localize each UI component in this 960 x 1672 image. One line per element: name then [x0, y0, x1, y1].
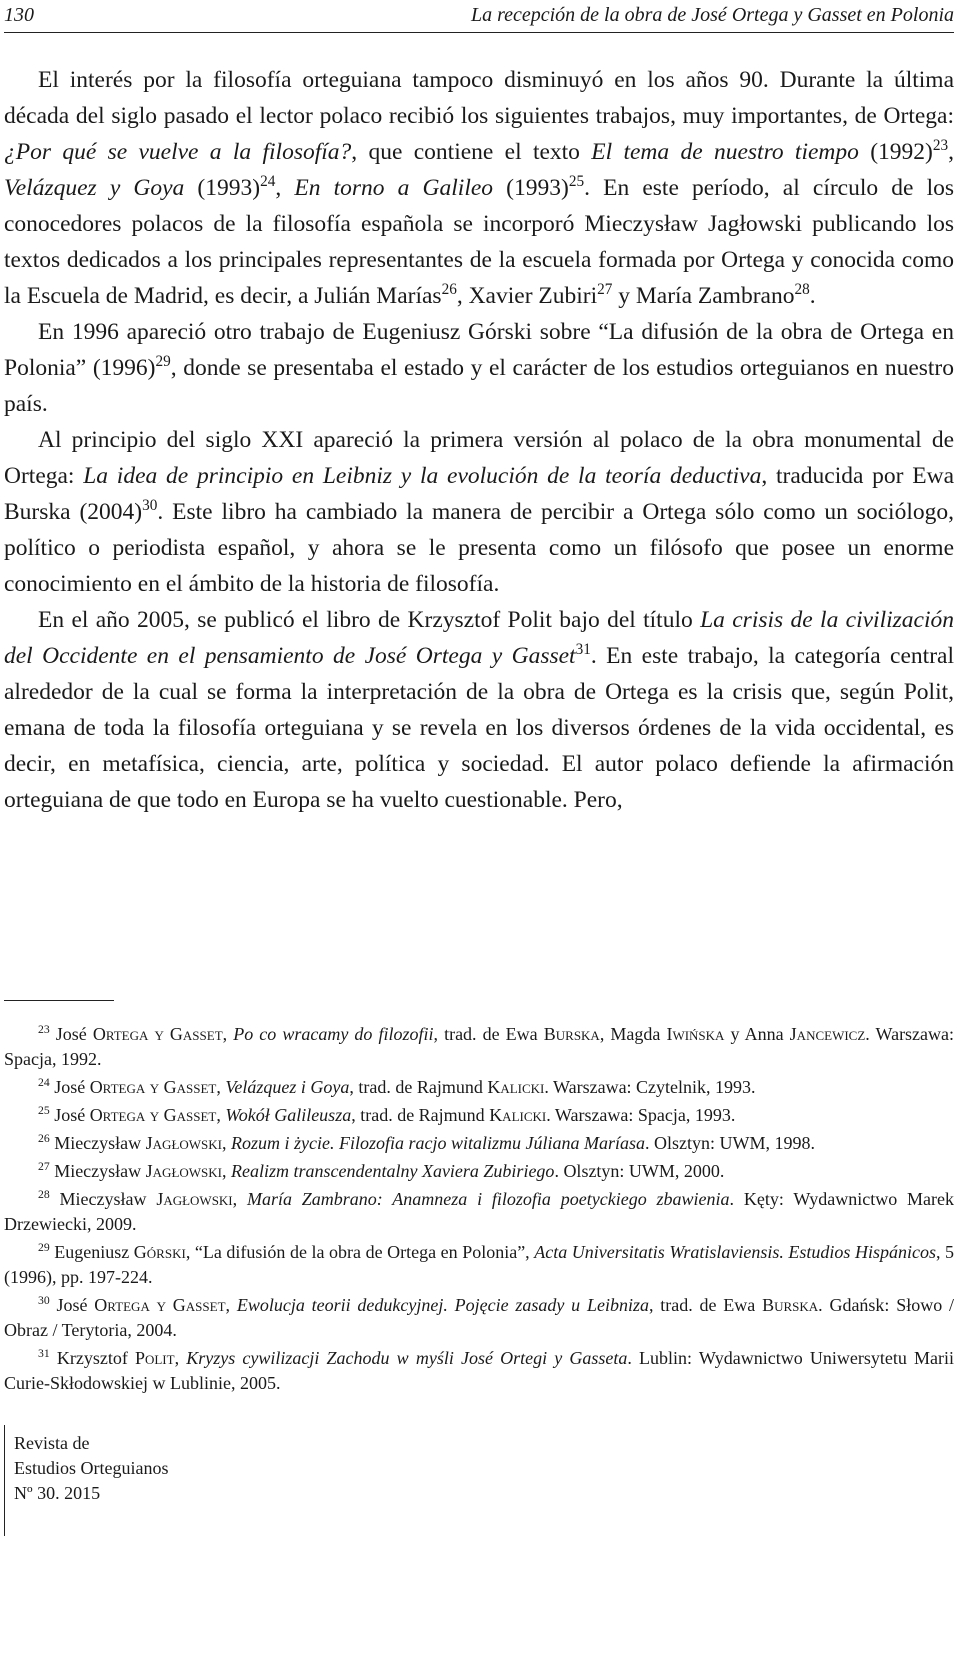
author-name: Polit — [134, 1348, 175, 1368]
text-run: , que contiene el texto — [351, 139, 592, 165]
author-name: Jagłowski — [145, 1161, 222, 1181]
journal-issue: Nº 30. 2015 — [14, 1483, 101, 1503]
text-run: Eugeniusz — [54, 1242, 134, 1262]
title-italic: En torno a Galileo — [294, 175, 494, 201]
text-run: . — [809, 283, 816, 309]
text-run: Mieczysław — [54, 1161, 146, 1181]
text-run: José — [55, 1024, 93, 1044]
running-title: La recepción de la obra de José Ortega y Gasset en Polonia — [470, 4, 954, 26]
text-run: y Anna — [724, 1024, 790, 1044]
footnote-ref[interactable]: 27 — [597, 281, 613, 299]
footnote — [4, 1075, 954, 1100]
text-run: , Magda — [599, 1024, 667, 1044]
author-name: Ortega y Gasset — [94, 1295, 226, 1315]
work-title: Acta Universitatis Wratislaviensis. Estudios Hispánicos — [534, 1242, 936, 1262]
paragraph-1 — [4, 62, 954, 314]
text-run: (1993) — [493, 175, 569, 201]
footnote-ref[interactable]: 28 — [794, 281, 810, 299]
work-title: Wokół Galileusza — [225, 1105, 352, 1125]
title-italic: La idea de principio en Leibniz y la evolución de la teoría deductiva — [83, 463, 762, 489]
text-run: José — [54, 1077, 90, 1097]
text-run: , — [216, 1105, 226, 1125]
text-run: , — [225, 1295, 237, 1315]
footnote-number: 31 — [38, 1347, 50, 1360]
footnote-number: 28 — [38, 1188, 50, 1201]
translator-name: Kalicki — [487, 1077, 545, 1097]
text-run: . En este período, al círculo de los conocedores polacos de la filosofía española se incorporó Mieczysław Jagłowski publicando los textos dedicados a los principales representantes de la escuela formada por Ortega y conocida como la Escuela de Madrid, es decir, a Julián Marías — [4, 175, 955, 309]
paragraph-2 — [4, 314, 954, 422]
paragraph-3 — [4, 422, 954, 602]
text-run: , trad. de Ewa — [433, 1024, 544, 1044]
title-italic: La crisis de la civilización del Occidente en el pensamiento de José Ortega y Gasset — [4, 607, 954, 669]
author-name: Ortega y Gasset — [92, 1024, 223, 1044]
text-run: , Xavier Zubiri — [456, 283, 598, 309]
footnote-number: 30 — [38, 1294, 50, 1307]
text-run: , trad. de Rajmund — [351, 1105, 490, 1125]
text-run: , donde se presentaba el estado y el carácter de los estudios orteguianos en nuestro país. — [4, 355, 954, 417]
author-name: Ortega y Gasset — [89, 1077, 217, 1097]
text-run: . Lublin: Wydawnictwo Uniwersytetu Marii Curie-Skłodowskiej w Lublinie, 2005. — [4, 1348, 955, 1393]
text-run: . Olsztyn: UWM, 1998. — [644, 1133, 815, 1153]
work-title: Rozum i życie. Filozofia racjo witalizmu Júliana Maríasa — [230, 1133, 645, 1153]
text-run: , — [275, 175, 295, 201]
title-italic: Velázquez y Goya — [4, 175, 185, 201]
text-run: Al principio del siglo XXI apareció la primera versión al polaco de la obra monumental de Ortega: — [4, 427, 954, 489]
text-run: Mieczysław — [59, 1189, 157, 1209]
footnote-number: 29 — [38, 1241, 50, 1254]
text-run: (1992) — [858, 139, 933, 165]
text-run: Krzysztof — [56, 1348, 135, 1368]
text-run: , trad. de Rajmund — [349, 1077, 488, 1097]
footnote — [4, 1103, 954, 1128]
page-number: 130 — [4, 4, 34, 26]
text-run: , traducida por Ewa Burska (2004) — [4, 463, 954, 525]
footnote-number: 23 — [38, 1023, 50, 1036]
footnote-ref[interactable]: 26 — [441, 281, 457, 299]
text-run: En 1996 apareció otro trabajo de Eugeniusz Górski sobre “La difusión de la obra de Ortega en Polonia” (1996) — [4, 319, 954, 381]
footnote-number: 25 — [38, 1104, 50, 1117]
text-run: . Warszawa: Spacja, 1993. — [546, 1105, 736, 1125]
author-name: Jagłowski — [145, 1133, 222, 1153]
text-run: , 5 (1996), pp. 197-224. — [4, 1242, 955, 1287]
footnote-ref[interactable]: 29 — [155, 353, 171, 371]
running-header — [4, 0, 954, 33]
text-run: . Este libro ha cambiado la manera de percibir a Ortega sólo como un sociólogo, político o periodista español, y ahora se le presenta como un filósofo que posee un enorme conocimiento en el ámbito de la historia de filosofía. — [4, 499, 954, 597]
footnote-ref[interactable]: 23 — [932, 137, 949, 155]
text-run: . Olsztyn: UWM, 2000. — [554, 1161, 725, 1181]
text-run: . En este trabajo, la categoría central alrededor de la cual se forma la interpretación de la obra de Ortega es la crisis que, según Polit, emana de toda la filosofía orteguiana y se revela en los diversos órdenes de la vida occidental, es decir, en metafísica, ciencia, arte, política y sociedad. El autor polaco defiende la afirmación orteguiana de que todo en Europa se ha vuelto cuestionable. Pero, — [4, 643, 954, 813]
footnote — [4, 1187, 954, 1237]
text-run: José — [54, 1105, 90, 1125]
work-title: Ewolucja teorii dedukcyjnej. Pojęcie zasady u Leibniza — [236, 1295, 649, 1315]
text-run: El interés por la filosofía orteguiana tampoco disminuyó en los años 90. Durante la última década del siglo pasado el lector polaco recibió los siguientes trabajos, muy importantes, de Ortega: — [4, 67, 954, 129]
footnote-ref[interactable]: 31 — [575, 641, 591, 659]
text-run: . Gdańsk: Słowo / Obraz / Terytoria, 2004. — [4, 1295, 955, 1340]
translator-name: Iwińska — [666, 1024, 725, 1044]
text-run: (1993) — [184, 175, 261, 201]
text-run: Mieczysław — [54, 1133, 146, 1153]
text-run: José — [56, 1295, 95, 1315]
text-run: , — [948, 139, 955, 165]
translator-name: Jancewicz — [789, 1024, 866, 1044]
footnote — [4, 1022, 954, 1072]
footnote — [4, 1131, 954, 1156]
text-run: , — [221, 1161, 231, 1181]
text-run: , — [232, 1189, 247, 1209]
footnote-ref[interactable]: 30 — [142, 497, 158, 515]
footnote — [4, 1240, 954, 1290]
work-title: Po co wracamy do filozofii — [233, 1024, 434, 1044]
text-run: , — [216, 1077, 226, 1097]
work-title: Kryzys cywilizacji Zachodu w myśli José Ortegi y Gasseta — [186, 1348, 628, 1368]
text-run: , — [174, 1348, 187, 1368]
text-run: y María Zambrano — [612, 283, 795, 309]
journal-name: Estudios Orteguianos — [14, 1458, 169, 1478]
footnote-number: 26 — [38, 1132, 50, 1145]
footnote-divider — [4, 1000, 114, 1001]
journal-info — [4, 1425, 169, 1536]
text-run: En el año 2005, se publicó el libro de Krzysztof Polit bajo del título — [38, 607, 701, 633]
text-run: . Warszawa: Spacja, 1992. — [4, 1024, 955, 1069]
text-run: , “La difusión de la obra de Ortega en Polonia”, — [185, 1242, 535, 1262]
footnote — [4, 1159, 954, 1184]
title-italic: El tema de nuestro tiempo — [591, 139, 859, 165]
translator-name: Burska — [762, 1295, 819, 1315]
author-name: Górski — [133, 1242, 186, 1262]
paragraph-4 — [4, 602, 954, 818]
work-title: Realizm transcendentalny Xaviera Zubiriego — [230, 1161, 555, 1181]
footnote — [4, 1293, 954, 1343]
footnote-ref[interactable]: 24 — [260, 173, 276, 191]
work-title: María Zambrano: Anamneza i filozofia poetyckiego zbawienia — [246, 1189, 730, 1209]
footnote-ref[interactable]: 25 — [568, 173, 585, 191]
text-run: , — [222, 1024, 234, 1044]
text-run: , trad. de Ewa — [648, 1295, 763, 1315]
text-run: , — [221, 1133, 231, 1153]
text-run: . Kęty: Wydawnictwo Marek Drzewiecki, 2009. — [4, 1189, 955, 1234]
footnote — [4, 1346, 954, 1396]
footnotes — [4, 1022, 954, 1399]
title-italic: ¿Por qué se vuelve a la filosofía? — [4, 139, 352, 165]
footnote-number: 24 — [38, 1076, 50, 1089]
author-name: Ortega y Gasset — [89, 1105, 217, 1125]
footnote-number: 27 — [38, 1160, 50, 1173]
author-name: Jagłowski — [156, 1189, 233, 1209]
journal-name: Revista de — [14, 1433, 90, 1453]
text-run: . Warszawa: Czytelnik, 1993. — [544, 1077, 756, 1097]
work-title: Velázquez i Goya — [225, 1077, 350, 1097]
body-text — [4, 62, 954, 818]
translator-name: Kalicki — [489, 1105, 547, 1125]
translator-name: Burska — [543, 1024, 600, 1044]
